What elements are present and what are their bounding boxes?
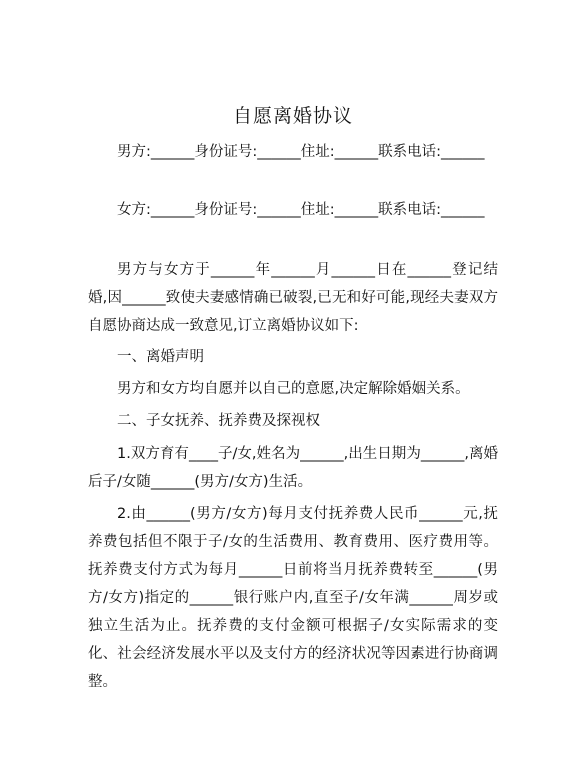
intro-paragraph: 男方与女方于______年______月______日在______登记结婚,因______致使夫妻感情确已破裂,已无和好可能,现经夫妻双方自愿协商达成一致意见,订立离婚协议如下: — [88, 262, 498, 334]
party-male-line: 男方:______身份证号:______住址:______联系电话:______ — [117, 144, 485, 160]
party-female-line: 女方:______身份证号:______住址:______联系电话:______ — [117, 202, 485, 218]
document-title: 自愿离婚协议 — [232, 105, 353, 127]
section-heading-divorce-statement: 一、离婚声明 — [117, 349, 204, 365]
clause-children-info: 1.双方育有____子/女,姓名为______,出生日期为______,离婚后子/女随______(男方/女方)生活。 — [88, 446, 498, 490]
section-body-divorce-statement: 男方和女方均自愿并以自己的意愿,决定解除婚姻关系。 — [117, 381, 470, 397]
clause-child-support: 2.由______(男方/女方)每月支付抚养费人民币______元,抚养费包括但不限于子/女的生活费用、教育费用、医疗费用等。抚养费支付方式为每月______日前将当月抚养费转至______(男方/女方)指定的______银行账户内,直至子/女年满______周岁或独立生活为止。抚养费的支付金额可根据子/女实际需求的变化、社会经济发展水平以及支付方的经济状况等因素进行协商调整。 — [88, 506, 498, 690]
section-heading-child-custody: 二、子女抚养、抚养费及探视权 — [117, 413, 320, 429]
